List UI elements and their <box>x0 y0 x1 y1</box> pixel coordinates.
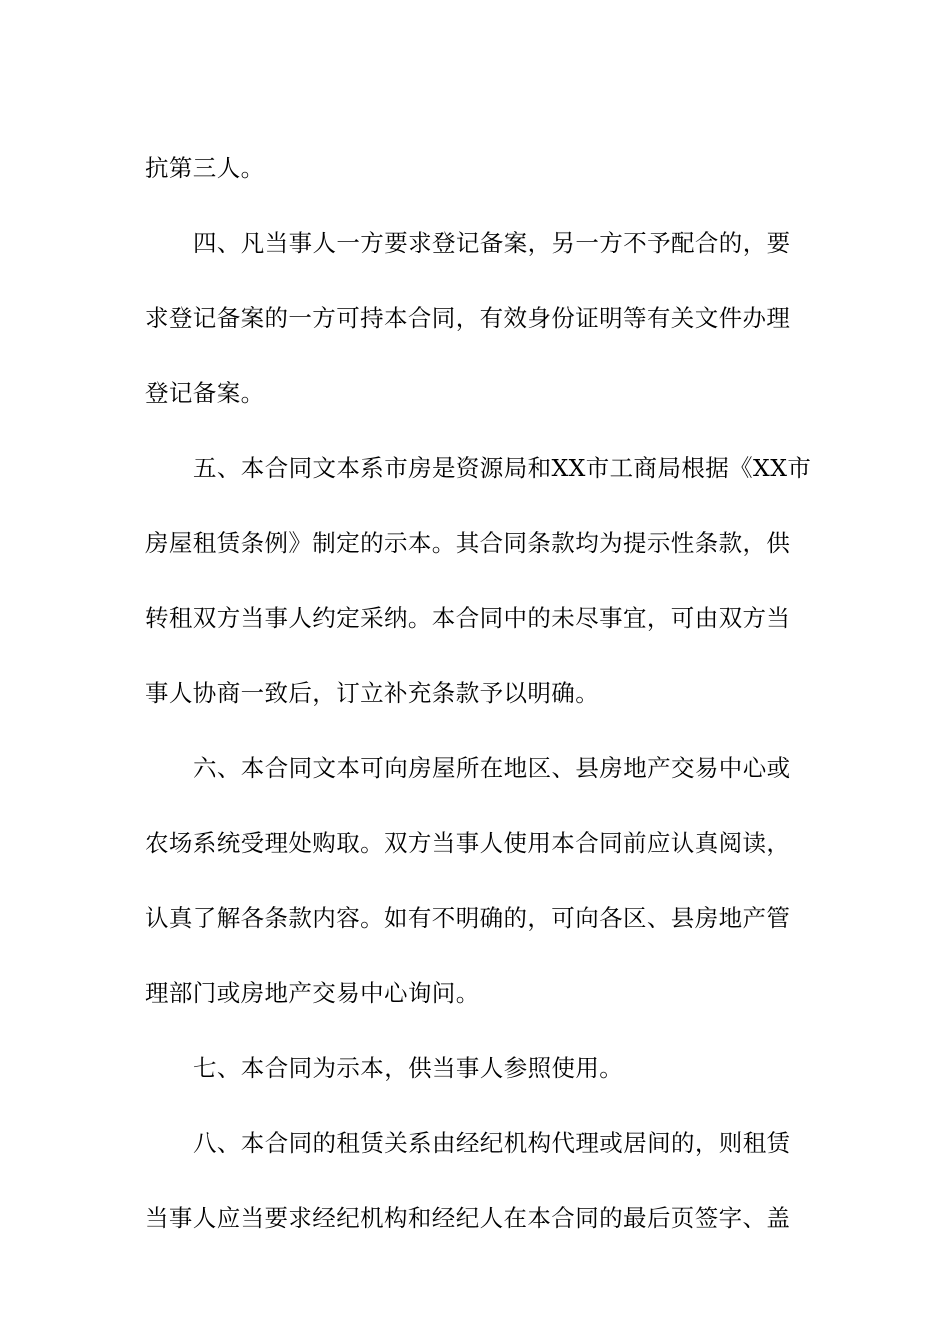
text-line-7: 转租双方当事人约定采纳。本合同中的未尽事宜，可由双方当 <box>145 604 791 632</box>
text-line-8: 事人协商一致后，订立补充条款予以明确。 <box>145 679 600 707</box>
text-line-12: 理部门或房地产交易中心询问。 <box>145 979 480 1007</box>
text-line-4: 登记备案。 <box>145 379 265 407</box>
text-line-5: 五、本合同文本系市房是资源局和XX市工商局根据《XX市 <box>193 454 812 482</box>
text-line-15: 当事人应当要求经纪机构和经纪人在本合同的最后页签字、盖 <box>145 1204 791 1232</box>
text-line-3: 求登记备案的一方可持本合同，有效身份证明等有关文件办理 <box>145 304 791 332</box>
document-body <box>145 131 815 1256</box>
text-line-11: 认真了解各条款内容。如有不明确的，可向各区、县房地产管 <box>145 904 791 932</box>
text-line-6: 房屋租赁条例》制定的示本。其合同条款均为提示性条款，供 <box>145 529 791 557</box>
text-line-1: 抗第三人。 <box>145 154 265 182</box>
text-line-9: 六、本合同文本可向房屋所在地区、县房地产交易中心或 <box>193 754 791 782</box>
text-line-13: 七、本合同为示本，供当事人参照使用。 <box>193 1054 624 1082</box>
text-line-14: 八、本合同的租赁关系由经纪机构代理或居间的，则租赁 <box>193 1129 791 1157</box>
text-line-10: 农场系统受理处购取。双方当事人使用本合同前应认真阅读， <box>145 829 791 857</box>
text-line-2: 四、凡当事人一方要求登记备案，另一方不予配合的，要 <box>193 229 791 257</box>
